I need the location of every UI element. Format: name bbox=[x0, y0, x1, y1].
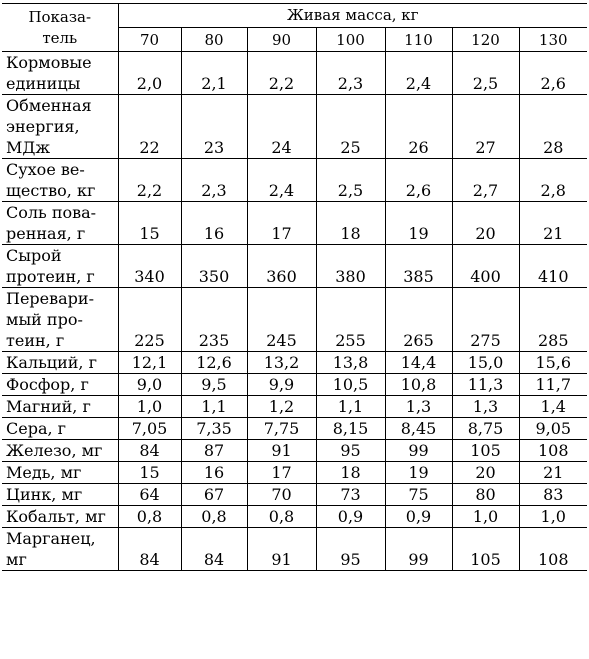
value-cell: 15 bbox=[118, 462, 181, 484]
value-cell: 20 bbox=[452, 462, 519, 484]
indicator-label-line: Кальций, г bbox=[6, 353, 97, 372]
value-cell: 0,8 bbox=[118, 506, 181, 528]
value-cell: 2,8 bbox=[519, 159, 587, 202]
value-cell: 15,6 bbox=[519, 352, 587, 374]
value-cell: 2,2 bbox=[118, 159, 181, 202]
value-cell: 95 bbox=[316, 440, 385, 462]
value-cell: 24 bbox=[247, 95, 316, 159]
value-cell: 9,9 bbox=[247, 374, 316, 396]
indicator-label-line: теин, г bbox=[6, 331, 65, 350]
value-cell: 9,5 bbox=[181, 374, 247, 396]
value-cell: 18 bbox=[316, 202, 385, 245]
norms-table bbox=[2, 3, 587, 571]
indicator-label bbox=[2, 440, 118, 462]
value-cell: 2,0 bbox=[118, 52, 181, 95]
indicator-header bbox=[2, 4, 118, 52]
indicator-label bbox=[2, 288, 118, 352]
value-cell: 1,1 bbox=[181, 396, 247, 418]
value-cell: 84 bbox=[181, 528, 247, 571]
value-cell: 2,4 bbox=[385, 52, 452, 95]
value-cell: 7,75 bbox=[247, 418, 316, 440]
value-cell: 15 bbox=[118, 202, 181, 245]
value-cell: 13,8 bbox=[316, 352, 385, 374]
indicator-label-line: Кобальт, мг bbox=[6, 507, 106, 526]
indicator-label bbox=[2, 484, 118, 506]
value-cell: 91 bbox=[247, 440, 316, 462]
table-row bbox=[2, 374, 587, 396]
value-cell: 0,9 bbox=[316, 506, 385, 528]
table-row bbox=[2, 528, 587, 571]
indicator-label bbox=[2, 159, 118, 202]
header-row-group bbox=[2, 4, 587, 28]
value-cell: 75 bbox=[385, 484, 452, 506]
value-cell: 2,4 bbox=[247, 159, 316, 202]
value-cell: 8,45 bbox=[385, 418, 452, 440]
mass-header: 90 bbox=[247, 28, 316, 52]
indicator-label-line: МДж bbox=[6, 138, 51, 157]
table-body bbox=[2, 52, 587, 571]
indicator-label bbox=[2, 245, 118, 288]
indicator-label-line: Соль пова- bbox=[6, 203, 97, 222]
value-cell: 360 bbox=[247, 245, 316, 288]
indicator-label-line: Обменная bbox=[6, 96, 92, 115]
value-cell: 19 bbox=[385, 202, 452, 245]
value-cell: 1,0 bbox=[452, 506, 519, 528]
indicator-label bbox=[2, 374, 118, 396]
table-row bbox=[2, 52, 587, 95]
value-cell: 1,3 bbox=[385, 396, 452, 418]
value-cell: 7,05 bbox=[118, 418, 181, 440]
indicator-label-line: Кормовые bbox=[6, 53, 92, 72]
value-cell: 2,2 bbox=[247, 52, 316, 95]
value-cell: 16 bbox=[181, 202, 247, 245]
value-cell: 84 bbox=[118, 528, 181, 571]
value-cell: 27 bbox=[452, 95, 519, 159]
indicator-label-line: Сера, г bbox=[6, 419, 67, 438]
mass-header: 80 bbox=[181, 28, 247, 52]
value-cell: 8,15 bbox=[316, 418, 385, 440]
indicator-label-line: Фосфор, г bbox=[6, 375, 89, 394]
indicator-label bbox=[2, 352, 118, 374]
value-cell: 2,6 bbox=[385, 159, 452, 202]
indicator-label-line: мг bbox=[6, 550, 27, 569]
value-cell: 1,3 bbox=[452, 396, 519, 418]
value-cell: 2,5 bbox=[316, 159, 385, 202]
indicator-label bbox=[2, 462, 118, 484]
indicator-label-line: Марганец, bbox=[6, 529, 96, 548]
value-cell: 91 bbox=[247, 528, 316, 571]
indicator-label bbox=[2, 528, 118, 571]
value-cell: 13,2 bbox=[247, 352, 316, 374]
live-mass-header: Живая масса, кг bbox=[118, 4, 587, 28]
table-row bbox=[2, 95, 587, 159]
value-cell: 7,35 bbox=[181, 418, 247, 440]
indicator-label-line: щество, кг bbox=[6, 181, 96, 200]
value-cell: 385 bbox=[385, 245, 452, 288]
table-row bbox=[2, 418, 587, 440]
value-cell: 19 bbox=[385, 462, 452, 484]
value-cell: 87 bbox=[181, 440, 247, 462]
value-cell: 28 bbox=[519, 95, 587, 159]
table-row bbox=[2, 352, 587, 374]
value-cell: 105 bbox=[452, 528, 519, 571]
mass-header: 100 bbox=[316, 28, 385, 52]
value-cell: 10,5 bbox=[316, 374, 385, 396]
value-cell: 9,0 bbox=[118, 374, 181, 396]
indicator-label-line: Перевари- bbox=[6, 289, 94, 308]
value-cell: 400 bbox=[452, 245, 519, 288]
value-cell: 18 bbox=[316, 462, 385, 484]
mass-header: 70 bbox=[118, 28, 181, 52]
value-cell: 64 bbox=[118, 484, 181, 506]
value-cell: 255 bbox=[316, 288, 385, 352]
value-cell: 10,8 bbox=[385, 374, 452, 396]
indicator-label-line: мый про- bbox=[6, 310, 83, 329]
value-cell: 23 bbox=[181, 95, 247, 159]
value-cell: 2,5 bbox=[452, 52, 519, 95]
indicator-label bbox=[2, 506, 118, 528]
value-cell: 1,2 bbox=[247, 396, 316, 418]
indicator-label bbox=[2, 418, 118, 440]
value-cell: 410 bbox=[519, 245, 587, 288]
indicator-header-line: Показа- bbox=[28, 7, 92, 26]
value-cell: 99 bbox=[385, 528, 452, 571]
value-cell: 17 bbox=[247, 462, 316, 484]
value-cell: 15,0 bbox=[452, 352, 519, 374]
value-cell: 245 bbox=[247, 288, 316, 352]
table-row bbox=[2, 159, 587, 202]
indicator-label-line: ренная, г bbox=[6, 224, 86, 243]
table-row bbox=[2, 440, 587, 462]
indicator-label bbox=[2, 52, 118, 95]
value-cell: 350 bbox=[181, 245, 247, 288]
table-row bbox=[2, 396, 587, 418]
value-cell: 83 bbox=[519, 484, 587, 506]
value-cell: 70 bbox=[247, 484, 316, 506]
indicator-label-line: протеин, г bbox=[6, 267, 95, 286]
value-cell: 2,1 bbox=[181, 52, 247, 95]
value-cell: 2,3 bbox=[316, 52, 385, 95]
mass-header: 110 bbox=[385, 28, 452, 52]
indicator-label-line: Магний, г bbox=[6, 397, 91, 416]
value-cell: 2,3 bbox=[181, 159, 247, 202]
value-cell: 11,3 bbox=[452, 374, 519, 396]
value-cell: 16 bbox=[181, 462, 247, 484]
value-cell: 275 bbox=[452, 288, 519, 352]
value-cell: 1,1 bbox=[316, 396, 385, 418]
value-cell: 0,8 bbox=[181, 506, 247, 528]
value-cell: 265 bbox=[385, 288, 452, 352]
value-cell: 21 bbox=[519, 462, 587, 484]
table-row bbox=[2, 288, 587, 352]
value-cell: 14,4 bbox=[385, 352, 452, 374]
value-cell: 2,6 bbox=[519, 52, 587, 95]
value-cell: 340 bbox=[118, 245, 181, 288]
value-cell: 84 bbox=[118, 440, 181, 462]
indicator-label bbox=[2, 95, 118, 159]
indicator-label-line: Медь, мг bbox=[6, 463, 82, 482]
value-cell: 67 bbox=[181, 484, 247, 506]
value-cell: 108 bbox=[519, 528, 587, 571]
value-cell: 8,75 bbox=[452, 418, 519, 440]
value-cell: 95 bbox=[316, 528, 385, 571]
indicator-label bbox=[2, 202, 118, 245]
value-cell: 99 bbox=[385, 440, 452, 462]
table-row bbox=[2, 245, 587, 288]
indicator-label-line: Цинк, мг bbox=[6, 485, 83, 504]
indicator-label-line: Сухое ве- bbox=[6, 160, 85, 179]
mass-header: 130 bbox=[519, 28, 587, 52]
value-cell: 105 bbox=[452, 440, 519, 462]
value-cell: 9,05 bbox=[519, 418, 587, 440]
value-cell: 21 bbox=[519, 202, 587, 245]
value-cell: 380 bbox=[316, 245, 385, 288]
indicator-header-line: тель bbox=[42, 28, 78, 47]
value-cell: 26 bbox=[385, 95, 452, 159]
value-cell: 1,0 bbox=[118, 396, 181, 418]
value-cell: 11,7 bbox=[519, 374, 587, 396]
value-cell: 17 bbox=[247, 202, 316, 245]
value-cell: 20 bbox=[452, 202, 519, 245]
indicator-label bbox=[2, 396, 118, 418]
value-cell: 80 bbox=[452, 484, 519, 506]
value-cell: 108 bbox=[519, 440, 587, 462]
table-row bbox=[2, 202, 587, 245]
indicator-label-line: Железо, мг bbox=[6, 441, 103, 460]
mass-header: 120 bbox=[452, 28, 519, 52]
table-row bbox=[2, 506, 587, 528]
value-cell: 22 bbox=[118, 95, 181, 159]
value-cell: 235 bbox=[181, 288, 247, 352]
value-cell: 25 bbox=[316, 95, 385, 159]
value-cell: 12,6 bbox=[181, 352, 247, 374]
value-cell: 225 bbox=[118, 288, 181, 352]
indicator-label-line: Сырой bbox=[6, 246, 62, 265]
table-row bbox=[2, 484, 587, 506]
value-cell: 12,1 bbox=[118, 352, 181, 374]
value-cell: 1,4 bbox=[519, 396, 587, 418]
value-cell: 285 bbox=[519, 288, 587, 352]
value-cell: 0,9 bbox=[385, 506, 452, 528]
value-cell: 73 bbox=[316, 484, 385, 506]
value-cell: 0,8 bbox=[247, 506, 316, 528]
indicator-label-line: энергия, bbox=[6, 117, 80, 136]
indicator-label-line: единицы bbox=[6, 74, 81, 93]
table-row bbox=[2, 462, 587, 484]
value-cell: 2,7 bbox=[452, 159, 519, 202]
value-cell: 1,0 bbox=[519, 506, 587, 528]
